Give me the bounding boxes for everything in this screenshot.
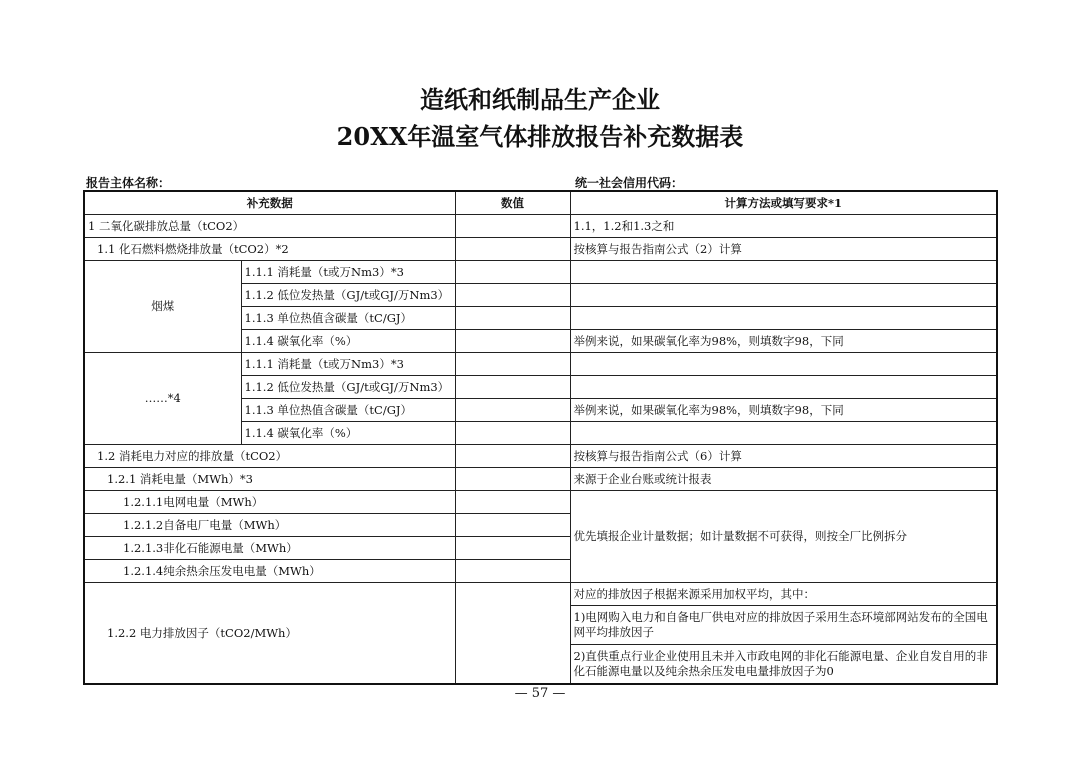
value-cell[interactable] (455, 537, 570, 560)
value-cell[interactable] (455, 376, 570, 399)
row-label: 1.1.2 低位发热量（GJ/t或GJ/万Nm3） (241, 284, 455, 307)
header-supplementary-data: 补充数据 (84, 191, 455, 215)
method-cell (570, 376, 997, 399)
fuel-group-name: ……*4 (84, 353, 241, 445)
method-cell (570, 307, 997, 330)
row-label: 1.1.3 单位热值含碳量（tC/GJ） (241, 399, 455, 422)
row-label: 1.1.4 碳氧化率（%） (241, 330, 455, 353)
header-value: 数值 (455, 191, 570, 215)
row-label: 1.1.1 消耗量（t或万Nm3）*3 (241, 353, 455, 376)
value-cell[interactable] (455, 215, 570, 238)
value-cell[interactable] (455, 353, 570, 376)
table-row (84, 491, 997, 514)
document-title-line1: 造纸和纸制品生产企业 (420, 85, 660, 114)
row-label: 1.2.1.3非化石能源电量（MWh） (84, 537, 455, 560)
supplementary-data-table (83, 190, 998, 685)
method-cell: 来源于企业台账或统计报表 (570, 468, 997, 491)
row-label: 1 二氧化碳排放总量（tCO2） (84, 215, 455, 238)
method-cell: 2)直供重点行业企业使用且未并入市政电网的非化石能源电量、企业自发自用的非化石能源电量以及纯余热余压发电电量排放因子为0 (570, 645, 997, 685)
credit-code-label: 统一社会信用代码： (575, 176, 684, 190)
fuel-group-name: 烟煤 (84, 261, 241, 353)
table-row (84, 445, 997, 468)
method-cell (570, 422, 997, 445)
row-label: 1.1 化石燃料燃烧排放量（tCO2）*2 (84, 238, 455, 261)
row-label: 1.2.1.1电网电量（MWh） (84, 491, 455, 514)
page-number: — 57 — (514, 686, 566, 701)
row-label: 1.2.1.4纯余热余压发电电量（MWh） (84, 560, 455, 583)
table-row (84, 353, 997, 376)
method-cell (570, 353, 997, 376)
value-cell[interactable] (455, 445, 570, 468)
row-label: 1.2.2 电力排放因子（tCO2/MWh） (84, 583, 455, 685)
value-cell[interactable] (455, 284, 570, 307)
row-label: 1.2 消耗电力对应的排放量（tCO2） (84, 445, 455, 468)
table-header-row (84, 191, 997, 215)
value-cell[interactable] (455, 330, 570, 353)
table-row (84, 261, 997, 284)
value-cell[interactable] (455, 468, 570, 491)
method-cell: 举例来说，如果碳氧化率为98%，则填数字98，下同 (570, 399, 997, 422)
method-cell: 1)电网购入电力和自备电厂供电对应的排放因子采用生态环境部网站发布的全国电网平均排放因子 (570, 606, 997, 645)
row-label: 1.1.2 低位发热量（GJ/t或GJ/万Nm3） (241, 376, 455, 399)
document-title-line2: 20XX年温室气体排放报告补充数据表 (336, 122, 744, 151)
table-row (84, 468, 997, 491)
value-cell[interactable] (455, 422, 570, 445)
value-cell[interactable] (455, 583, 570, 685)
method-cell: 按核算与报告指南公式（6）计算 (570, 445, 997, 468)
value-cell[interactable] (455, 491, 570, 514)
method-cell: 举例来说，如果碳氧化率为98%，则填数字98，下同 (570, 330, 997, 353)
table-row (84, 238, 997, 261)
row-label: 1.2.1 消耗电量（MWh）*3 (84, 468, 455, 491)
value-cell[interactable] (455, 560, 570, 583)
row-label: 1.1.1 消耗量（t或万Nm3）*3 (241, 261, 455, 284)
method-cell (570, 284, 997, 307)
method-cell: 1.1，1.2和1.3之和 (570, 215, 997, 238)
table-row (84, 583, 997, 606)
value-cell[interactable] (455, 514, 570, 537)
row-label: 1.1.3 单位热值含碳量（tC/GJ） (241, 307, 455, 330)
value-cell[interactable] (455, 399, 570, 422)
table-row (84, 215, 997, 238)
header-method: 计算方法或填写要求*1 (570, 191, 997, 215)
row-label: 1.2.1.2自备电厂电量（MWh） (84, 514, 455, 537)
value-cell[interactable] (455, 307, 570, 330)
value-cell[interactable] (455, 261, 570, 284)
row-label: 1.1.4 碳氧化率（%） (241, 422, 455, 445)
method-cell: 按核算与报告指南公式（2）计算 (570, 238, 997, 261)
method-cell (570, 261, 997, 284)
reporter-name-label: 报告主体名称： (86, 176, 171, 190)
value-cell[interactable] (455, 238, 570, 261)
method-cell: 优先填报企业计量数据；如计量数据不可获得，则按全厂比例拆分 (570, 491, 997, 583)
method-cell: 对应的排放因子根据来源采用加权平均，其中： (570, 583, 997, 606)
